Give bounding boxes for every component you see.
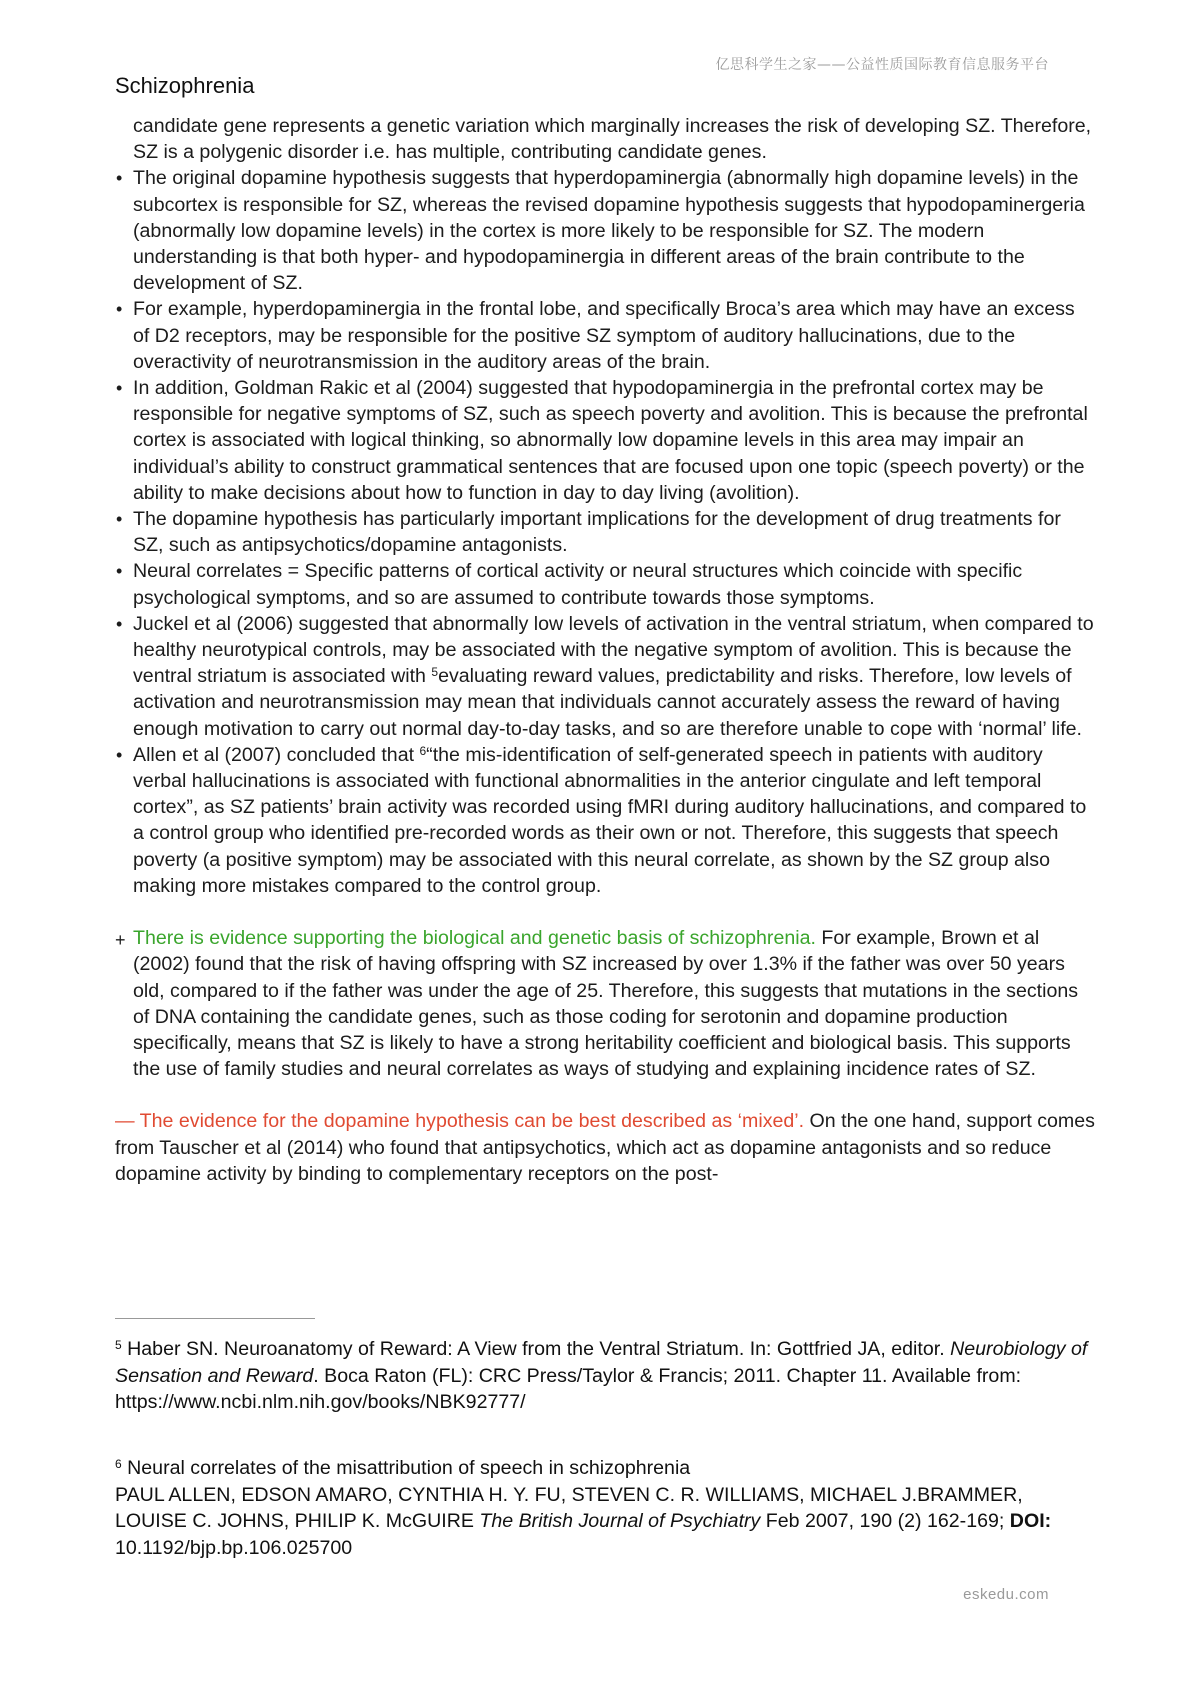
- list-item: • In addition, Goldman Rakic et al (2004) suggested that hypodopaminergia in the prefrontal cortex may be responsible for negative symptoms of SZ, such as speech poverty and avolition. This is because the prefrontal cortex is associated with logical thinking, so abnormally low dopamine levels in this area may impair an individual’s ability to construct grammatical sentences that are focused upon one topic (speech poverty) or the ability to make decisions about how to function in day to day living (avolition).: [115, 375, 1095, 506]
- footnote-number: 6: [115, 1457, 122, 1471]
- book-title: Neurobiology of Sensation and Reward: [115, 1338, 1088, 1387]
- list-item: [115, 742, 1095, 899]
- juckel-text-end: evaluating reward values, predictability and risks. Therefore, low levels of activation and neurotransmission may mean that individuals cannot accurately assess the reward of having enough motivation to carry out normal day-to-day tasks, and so are therefore unable to cope with ‘normal’ life.: [133, 665, 1082, 740]
- bullet-list: [115, 165, 1095, 899]
- list-item: • For example, hyperdopaminergia in the frontal lobe, and specifically Broca’s area which may have an excess of D2 receptors, may be responsible for the positive SZ symptom of auditory hallucinations, due to the overactivity of neurotransmission in the auditory areas of the brain.: [115, 296, 1095, 375]
- list-item: [115, 611, 1095, 742]
- footnote-6: [115, 1455, 1095, 1561]
- footnote-text: Haber SN. Neuroanatomy of Reward: A View from the Ventral Striatum. In: Gottfried JA, editor.: [121, 1338, 951, 1360]
- doi-label: DOI:: [1009, 1510, 1052, 1532]
- support-text: For example, Brown et al (2002) found that the risk of having offspring with SZ increased by over 1.3% if the father was over 50 years old, compared to if the father was under the age of 25. Therefore, this suggests that mutations in the sections of DNA containing the candidate genes, such as those coding for serotonin and dopamine production specifically, means that SZ is likely to have a strong heritability coefficient and biological basis. This supports the use of family studies and neural correlates as ways of studying and explaining incidence rates of SZ.: [133, 927, 1079, 1081]
- paper-title: Neural correlates of the misattribution of speech in schizophrenia: [121, 1457, 691, 1479]
- footnote-ref-5: 5: [431, 665, 439, 680]
- evaluation-negative: [115, 1108, 1095, 1187]
- main-content: [115, 113, 1095, 1187]
- plus-icon: +: [115, 930, 126, 951]
- evaluation-positive: [115, 925, 1095, 1082]
- list-item: • The dopamine hypothesis has particularly important implications for the development of drug treatments for SZ, such as antipsychotics/dopamine antagonists.: [115, 506, 1095, 558]
- footnote-ref-6: 6: [419, 743, 427, 758]
- intro-paragraph: candidate gene represents a genetic variation which marginally increases the risk of developing SZ. Therefore, SZ is a polygenic disorder i.e. has multiple, contributing candidate genes.: [133, 115, 1092, 164]
- page-title: Schizophrenia: [115, 73, 255, 98]
- doi-value: 10.1192/bjp.bp.106.025700: [115, 1536, 353, 1559]
- allen-text-start: Allen et al (2007) concluded that: [133, 743, 420, 766]
- criticism-text: On the one hand, support comes from Tauscher et al (2014) who found that antipsychotics, which act as dopamine antagonists and so reduce dopamine activity by binding to complementary receptors on the post-: [115, 1110, 1095, 1185]
- footer-site: eskedu.com: [963, 1586, 1049, 1603]
- paper-authors: PAUL ALLEN, EDSON AMARO, CYNTHIA H. Y. FU, STEVEN C. R. WILLIAMS, MICHAEL J.BRAMMER, LOUISE C. JOHNS, PHILIP K. McGUIRE: [115, 1483, 1023, 1532]
- list-item: • The original dopamine hypothesis suggests that hyperdopaminergia (abnormally high dopamine levels) in the subcortex is responsible for SZ, whereas the revised dopamine hypothesis suggests that hypodopaminergeria (abnormally low dopamine levels) in the cortex is more likely to be responsible for SZ. The modern understanding is that both hyper- and hypodopaminergia in different areas of the brain contribute to the development of SZ.: [115, 165, 1095, 296]
- footnote-divider: [115, 1318, 315, 1319]
- site-tagline: 亿思科学生之家——公益性质国际教育信息服务平台: [715, 57, 1049, 73]
- list-item: • Neural correlates = Specific patterns of cortical activity or neural structures which coincide with specific psychological symptoms, and so are assumed to contribute towards those symptoms.: [115, 558, 1095, 610]
- juckel-text-start: Juckel et al (2006) suggested that abnormally low levels of activation in the ventral striatum, when compared to healthy neurotypical controls, may be associated with the negative symptom of avolition. This is because the ventral striatum is associated with: [133, 612, 1094, 688]
- footnote-5: [115, 1336, 1095, 1416]
- footnote-number: 5: [115, 1338, 122, 1352]
- footnote-text: . Boca Raton (FL): CRC Press/Taylor & Francis; 2011. Chapter 11. Available from: https://www.ncbi.nlm.nih.gov/books/NBK92777/: [115, 1364, 1022, 1413]
- support-heading: There is evidence supporting the biological and genetic basis of schizophrenia.: [133, 927, 816, 950]
- publication-date: Feb 2007, 190 (2) 162-169;: [760, 1510, 1010, 1532]
- journal-name: The British Journal of Psychiatry: [479, 1510, 761, 1532]
- criticism-heading: — The evidence for the dopamine hypothesis can be best described as ‘mixed’.: [115, 1110, 805, 1133]
- allen-text-end: “the mis-identification of self-generated speech in patients with auditory verbal hallucinations is associated with functional abnormalities in the anterior cingulate and left temporal cortex”, as SZ patients’ brain activity was recorded using fMRI during auditory hallucinations, and compared to a control group who identified pre-recorded words as their own or not. Therefore, this suggests that speech poverty (a positive symptom) may be associated with this neural correlate, as shown by the SZ group also making more mistakes compared to the control group.: [133, 743, 1087, 897]
